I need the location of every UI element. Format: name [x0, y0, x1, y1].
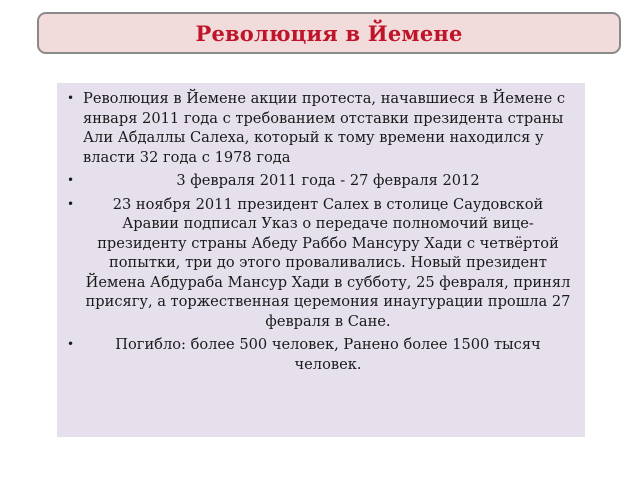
slide-title: Революция в Йемене — [195, 20, 463, 46]
bullet-item — [67, 171, 573, 191]
bullet-text: Погибло: более 500 человек, Ранено более 1500 тысяч человек. — [115, 336, 541, 373]
title-box — [37, 12, 621, 54]
bullet-text: 3 февраля 2011 года - 27 февраля 2012 — [176, 172, 480, 189]
bullet-item — [67, 335, 573, 374]
bullet-list — [67, 89, 573, 374]
bullet-item — [67, 89, 573, 167]
bullet-icon: • — [67, 91, 75, 105]
bullet-icon: • — [67, 337, 75, 351]
content-box — [57, 83, 585, 437]
bullet-item — [67, 195, 573, 332]
bullet-icon: • — [67, 173, 75, 187]
bullet-text: Революция в Йемене акции протеста, начавшиеся в Йемене с января 2011 года с требованием отставки президента страны Али Абдаллы Салеха, который к тому времени находился у власти 32 года с 1978 года — [83, 90, 566, 166]
bullet-text: 23 ноября 2011 президент Салех в столице Саудовской Аравии подписал Указ о передаче полномочий вице- президенту страны Абеду Раббо Мансуру Хади с четвёртой попытки, три до этого проваливались. Новый президент Йемена Абдураба Мансур Хади в субботу, 25 февраля, принял присягу, а торжественная церемония инаугурации прошла 27 февраля в Сане. — [85, 195, 571, 330]
bullet-icon: • — [67, 196, 75, 211]
